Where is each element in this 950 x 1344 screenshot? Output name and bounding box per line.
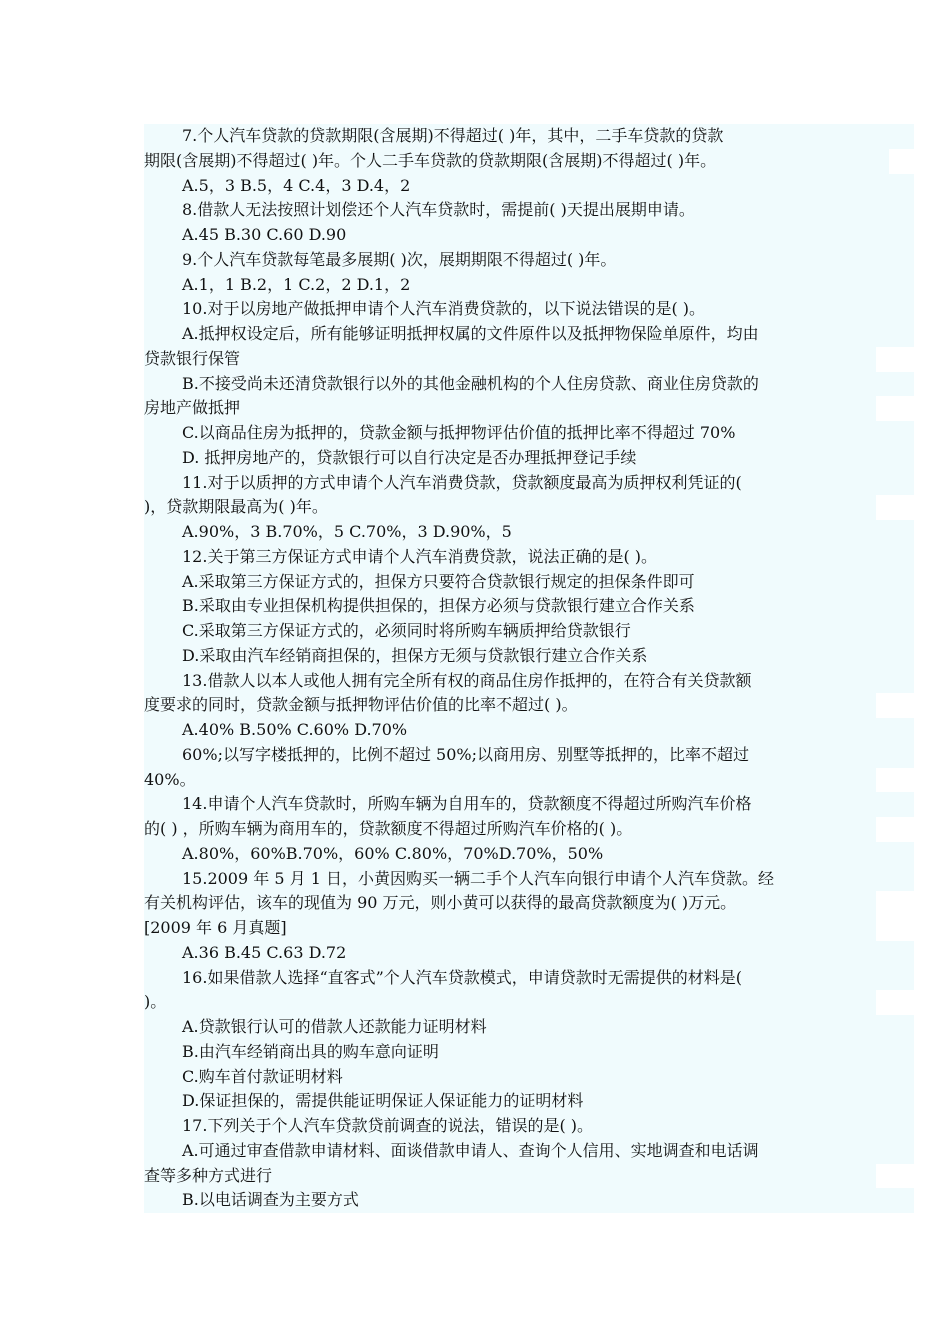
document-line: C.采取第三方保证方式的，必须同时将所购车辆质押给贷款银行 xyxy=(144,619,914,644)
document-line: A.45 B.30 C.60 D.90 xyxy=(144,223,914,248)
document-line: A.1，1 B.2，1 C.2，2 D.1，2 xyxy=(144,273,914,298)
document-line: 查等多种方式进行 xyxy=(144,1164,876,1189)
document-line: 10.对于以房地产做抵押申请个人汽车消费贷款的，以下说法错误的是( )。 xyxy=(144,297,914,322)
document-line: A.80%，60%B.70%，60% C.80%，70%D.70%，50% xyxy=(144,842,914,867)
document-line: 15.2009 年 5 月 1 日，小黄因购买一辆二手个人汽车向银行申请个人汽车贷款。经 xyxy=(144,867,914,892)
document-line: D. 抵押房地产的，贷款银行可以自行决定是否办理抵押登记手续 xyxy=(144,446,914,471)
document-line: 8.借款人无法按照计划偿还个人汽车贷款时，需提前( )天提出展期申请。 xyxy=(144,198,914,223)
document-line: A.采取第三方保证方式的，担保方只要符合贷款银行规定的担保条件即可 xyxy=(144,570,914,595)
document-line: 13.借款人以本人或他人拥有完全所有权的商品住房作抵押的，在符合有关贷款额 xyxy=(144,669,914,694)
document-line: C.购车首付款证明材料 xyxy=(144,1065,914,1090)
document-line: 的( ) ，所购车辆为商用车的，贷款额度不得超过所购汽车价格的( )。 xyxy=(144,817,876,842)
document-line: B.由汽车经销商出具的购车意向证明 xyxy=(144,1040,914,1065)
document-line: D.采取由汽车经销商担保的，担保方无须与贷款银行建立合作关系 xyxy=(144,644,914,669)
document-line: 期限(含展期)不得超过( )年。个人二手车贷款的贷款期限(含展期)不得超过( )年。 xyxy=(144,149,889,174)
document-line: 有关机构评估，该车的现值为 90 万元，则小黄可以获得的最高贷款额度为( )万元。 xyxy=(144,891,876,916)
document-line: A.90%，3 B.70%，5 C.70%，3 D.90%，5 xyxy=(144,520,914,545)
document-line: D.保证担保的，需提供能证明保证人保证能力的证明材料 xyxy=(144,1089,914,1114)
document-line: B.采取由专业担保机构提供担保的，担保方必须与贷款银行建立合作关系 xyxy=(144,594,914,619)
document-line: 60%;以写字楼抵押的，比例不超过 50%;以商用房、别墅等抵押的，比率不超过 xyxy=(144,743,914,768)
document-line: A.36 B.45 C.63 D.72 xyxy=(144,941,914,966)
document-line: A.贷款银行认可的借款人还款能力证明材料 xyxy=(144,1015,914,1040)
document-line: 14.申请个人汽车贷款时，所购车辆为自用车的，贷款额度不得超过所购汽车价格 xyxy=(144,792,914,817)
document-line: [2009 年 6 月真题] xyxy=(144,916,876,941)
document-line: )。 xyxy=(144,990,876,1015)
document-body xyxy=(144,124,876,1213)
document-line: C.以商品住房为抵押的，贷款金额与抵押物评估价值的抵押比率不得超过 70% xyxy=(144,421,914,446)
document-line: B.不接受尚未还清贷款银行以外的其他金融机构的个人住房贷款、商业住房贷款的 xyxy=(144,372,914,397)
document-line: 17.下列关于个人汽车贷款贷前调查的说法，错误的是( )。 xyxy=(144,1114,914,1139)
document-line: 贷款银行保管 xyxy=(144,347,876,372)
document-line: A.可通过审查借款申请材料、面谈借款申请人、查询个人信用、实地调查和电话调 xyxy=(144,1139,914,1164)
document-line: 度要求的同时，贷款金额与抵押物评估价值的比率不超过( )。 xyxy=(144,693,876,718)
document-line: 9.个人汽车贷款每笔最多展期( )次，展期期限不得超过( )年。 xyxy=(144,248,914,273)
document-line: 12.关于第三方保证方式申请个人汽车消费贷款，说法正确的是( )。 xyxy=(144,545,914,570)
document-line: 7.个人汽车贷款的贷款期限(含展期)不得超过( )年，其中，二手车贷款的贷款 xyxy=(144,124,914,149)
document-line: A.抵押权设定后，所有能够证明抵押权属的文件原件以及抵押物保险单原件，均由 xyxy=(144,322,914,347)
document-line: 40%。 xyxy=(144,768,876,793)
document-line: A.5，3 B.5，4 C.4，3 D.4，2 xyxy=(144,174,914,199)
document-line: )，贷款期限最高为( )年。 xyxy=(144,495,876,520)
document-line: 16.如果借款人选择“直客式”个人汽车贷款模式，申请贷款时无需提供的材料是( xyxy=(144,966,914,991)
document-line: 11.对于以质押的方式申请个人汽车消费贷款，贷款额度最高为质押权利凭证的( xyxy=(144,471,914,496)
document-line: B.以电话调查为主要方式 xyxy=(144,1188,914,1213)
document-line: 房地产做抵押 xyxy=(144,396,876,421)
document-line: A.40% B.50% C.60% D.70% xyxy=(144,718,914,743)
